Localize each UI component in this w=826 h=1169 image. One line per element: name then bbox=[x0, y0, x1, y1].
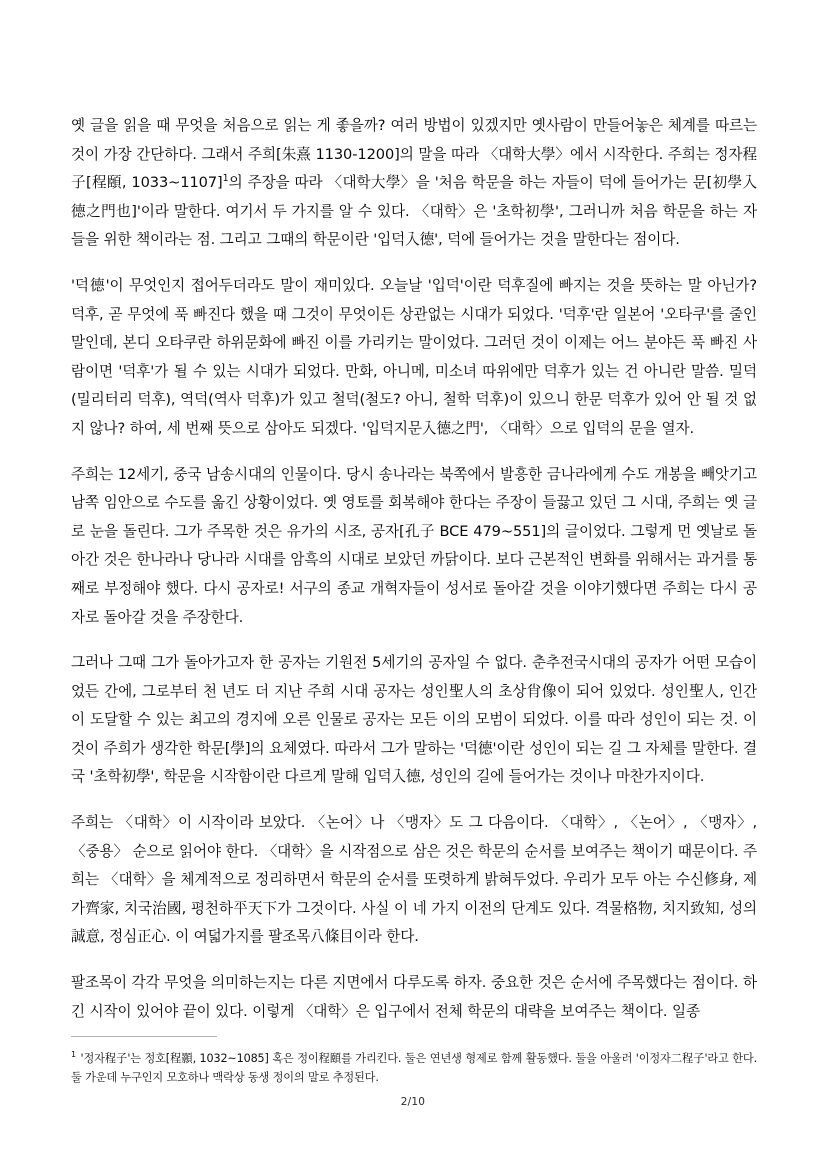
paragraph-4: 그러나 그때 그가 돌아가고자 한 공자는 기원전 5세기의 공자일 수 없다. 춘추전국시대의 공자가 어떤 모습이었든 간에, 그로부터 천 년도 더 지난 주희 시대 공자는 성인聖人의 초상肖像이 되어 있었다. 성인聖人, 인간이 도달할 수 있는 최고의 경지에 오른 인물로 공자는 모든 이의 모범이 되었다. 이를 따라 성인이 되는 것. 이것이 주희가 생각한 학문[學]의 요체였다. 따라서 그가 말하는 '덕德'이란 성인이 되는 길 그 자체를 말한다. 결국 '초학初學', 학문을 시작함이란 다르게 말해 입덕入德, 성인의 길에 들어가는 것이나 마찬가지이다. bbox=[71, 654, 757, 786]
paragraph-1 bbox=[71, 112, 757, 255]
paragraph-6: 팔조목이 각각 무엇을 의미하는지는 다른 지면에서 다루도록 하자. 중요한 것은 순서에 주목했다는 점이다. 하긴 시작이 있어야 끝이 있다. 이렇게 〈대학〉은 입구에서 전체 학문의 대략을 보여주는 책이다. 일종 bbox=[71, 974, 757, 1020]
paragraph-2: '덕德'이 무엇인지 접어두더라도 말이 재미있다. 오늘날 '입덕'이란 덕후질에 빠지는 것을 뜻하는 말 아닌가? 덕후, 곧 무엇에 푹 빠진다 했을 때 그것이 무엇이든 상관없는 시대가 되었다. '덕후'란 일본어 '오타쿠'를 줄인 말인데, 본디 오타쿠란 하위문화에 빠진 이를 가리키는 말이었다. 그러던 것이 이제는 어느 분야든 푹 빠진 사람이면 '덕후'가 될 수 있는 시대가 되었다. 만화, 아니메, 미소녀 따위에만 덕후가 있는 건 아니란 말씀. 밀덕(밀리터리 덕후), 역덕(역사 덕후)가 있고 철덕(철도? 아니, 철학 덕후)이 있으니 한문 덕후가 있어 안 될 것 없지 않나? 하여, 세 번째 뜻으로 삼아도 되겠다. '입덕지문入德之門', 〈대학〉으로 입덕의 문을 열자. bbox=[71, 276, 757, 437]
footnote-reference-marker[interactable]: 1 bbox=[222, 173, 229, 185]
footnote-separator-rule bbox=[71, 1036, 217, 1037]
paragraph-3: 주희는 12세기, 중국 남송시대의 인물이다. 당시 송나라는 북쪽에서 발흥한 금나라에게 수도 개봉을 빼앗기고 남쪽 임안으로 수도를 옮긴 상황이었다. 옛 영토를 회복해야 한다는 주장이 들끓고 있던 그 시대, 주희는 옛 글로 눈을 돌린다. 그가 주목한 것은 유가의 시조, 공자[孔子 BCE 479~551]의 글이었다. 그렇게 먼 옛날로 돌아간 것은 한나라나 당나라 시대를 암흑의 시대로 보았던 까닭이다. 보다 근본적인 변화를 위해서는 과거를 통째로 부정해야 했다. 다시 공자로! 서구의 종교 개혁자들이 성서로 돌아갈 것을 이야기했다면 주희는 다시 공자로 돌아갈 것을 주장한다. bbox=[71, 465, 757, 626]
footnote-1-text: '정자程子'는 정호[程顥, 1032~1085] 혹은 정이程頤를 가리킨다. 둘은 연년생 형제로 함께 활동했다. 둘을 아울러 '이정자二程子'라고 한다. 둘 가운데 누구인지 모호하나 맥락상 동생 정이의 말로 추정된다. bbox=[71, 1052, 757, 1085]
paragraph-5: 주희는 〈대학〉이 시작이라 보았다. 〈논어〉나 〈맹자〉도 그 다음이다. 〈대학〉, 〈논어〉, 〈맹자〉, 〈중용〉 순으로 읽어야 한다. 〈대학〉을 시작점으로 삼은 것은 학문의 순서를 보여주는 책이기 때문이다. 주희는 〈대학〉을 체계적으로 정리하면서 학문의 순서를 또렷하게 밝혀두었다. 우리가 모두 아는 수신修身, 제가齊家, 치국治國, 평천하平天下가 그것이다. 사실 이 네 가지 이전의 단계도 있다. 격물格物, 치지致知, 성의誠意, 정심正心. 이 여덟가지를 팔조목八條目이라 한다. bbox=[71, 814, 757, 946]
paragraph-1-text-after-footnote-ref: 의 주장을 따라 〈대학大學〉을 '처음 학문을 하는 자들이 덕에 들어가는 문[初學入德之門也]'이라 말한다. 여기서 두 가지를 알 수 있다. 〈대학〉은 '초학初學', 그러니까 처음 학문을 하는 자들을 위한 책이라는 점. 그리고 그때의 학문이란 '입덕入德', 덕에 들어가는 것을 말한다는 점이다. bbox=[71, 174, 758, 249]
footnote-number-marker: 1 bbox=[71, 1050, 76, 1060]
page-number: 2/10 bbox=[400, 1096, 426, 1108]
footnote-1 bbox=[71, 1049, 757, 1088]
paragraph-1-text-before-footnote-ref: 옛 글을 읽을 때 무엇을 처음으로 읽는 게 좋을까? 여러 방법이 있겠지만 옛사람이 만들어놓은 체계를 따르는 것이 가장 간단하다. 그래서 주희[朱熹 1130-1200]의 말을 따라 〈대학大學〉에서 시작한다. 주희는 정자程子[程頤, 1033~1107] bbox=[71, 117, 757, 192]
footnote-area bbox=[71, 1036, 757, 1088]
document-body bbox=[71, 112, 757, 1026]
